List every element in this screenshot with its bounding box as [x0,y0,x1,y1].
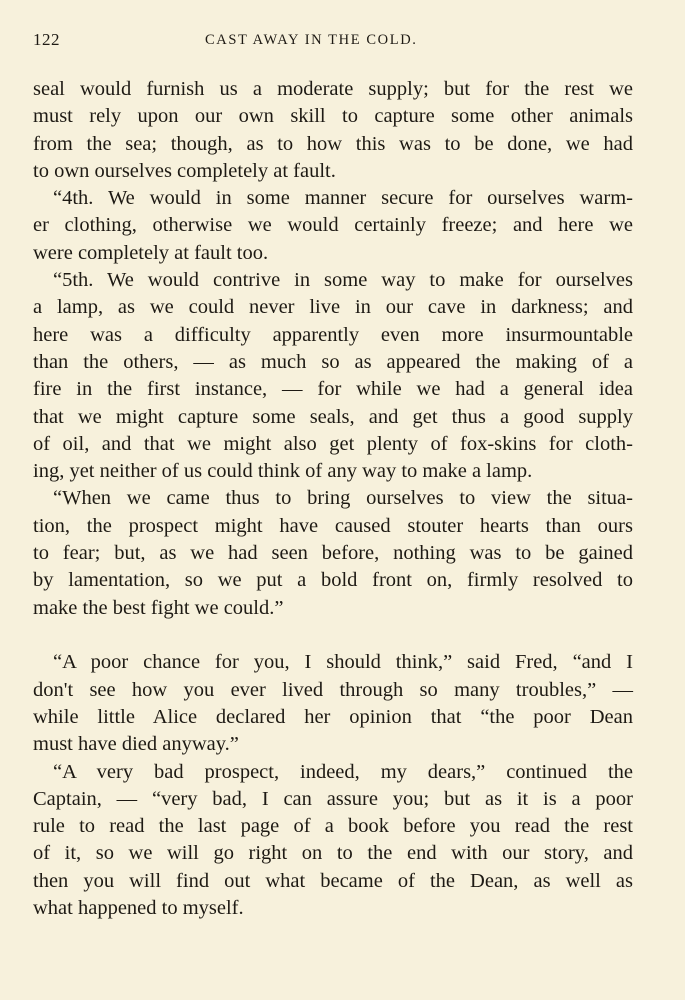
body-text [33,76,633,922]
text-line: fire in the first instance, — for while we had a general idea [33,378,633,401]
text-line: to fear; but, as we had seen before, nothing was to be gained [33,542,633,565]
text-line: ing, yet neither of us could think of any way to make a lamp. [33,460,533,483]
text-line: while little Alice declared her opinion that “the poor Dean [33,705,633,728]
paragraph [33,649,633,758]
running-title: CAST AWAY IN THE COLD. [205,32,418,48]
page-header [33,30,633,54]
paragraph [33,485,633,621]
text-line: er clothing, otherwise we would certainly freeze; and here we [33,214,633,237]
paragraph [33,76,633,185]
text-line: “5th. We would contrive in some way to make for ourselves [53,269,633,292]
section-break [33,622,633,649]
text-line: from the sea; though, as to how this was to be done, we had [33,132,633,155]
text-line: than the others, — as much so as appeared the making of a [33,350,633,373]
text-line: tion, the prospect might have caused stouter hearts than ours [33,514,633,537]
text-line: “A very bad prospect, indeed, my dears,” continued the [53,760,633,783]
text-line: what happened to myself. [33,897,244,919]
paragraph [33,267,633,485]
text-line: then you will find out what became of the Dean, as well as [33,869,633,892]
text-line: to own ourselves completely at fault. [33,159,336,182]
text-line: Captain, — “very bad, I can assure you; but as it is a poor [33,787,633,810]
text-line: “When we came thus to bring ourselves to view the situa- [53,487,633,510]
text-line: that we might capture some seals, and get thus a good supply [33,405,633,428]
page-number: 122 [33,30,60,49]
text-line: don't see how you ever lived through so many troubles,” — [33,678,633,701]
text-line: “A poor chance for you, I should think,” said Fred, “and I [53,651,633,674]
text-line: make the best fight we could.” [33,596,284,619]
text-line: were completely at fault too. [33,241,269,264]
text-line: of oil, and that we might also get plenty of fox-skins for cloth- [33,432,633,455]
text-line: “4th. We would in some manner secure for ourselves warm- [53,187,633,210]
text-line: must rely upon our own skill to capture some other animals [33,105,633,128]
text-line: rule to read the last page of a book before you read the rest [33,815,633,838]
text-line: here was a difficulty apparently even more insurmountable [33,323,633,346]
text-line: of it, so we will go right on to the end with our story, and [33,842,633,865]
text-line: by lamentation, so we put a bold front on, firmly resolved to [33,569,633,592]
text-line: must have died anyway.” [33,733,239,756]
text-line: seal would furnish us a moderate supply; but for the rest we [33,78,633,100]
text-line: a lamp, as we could never live in our cave in darkness; and [33,296,633,319]
paragraph [33,759,633,923]
paragraph [33,185,633,267]
